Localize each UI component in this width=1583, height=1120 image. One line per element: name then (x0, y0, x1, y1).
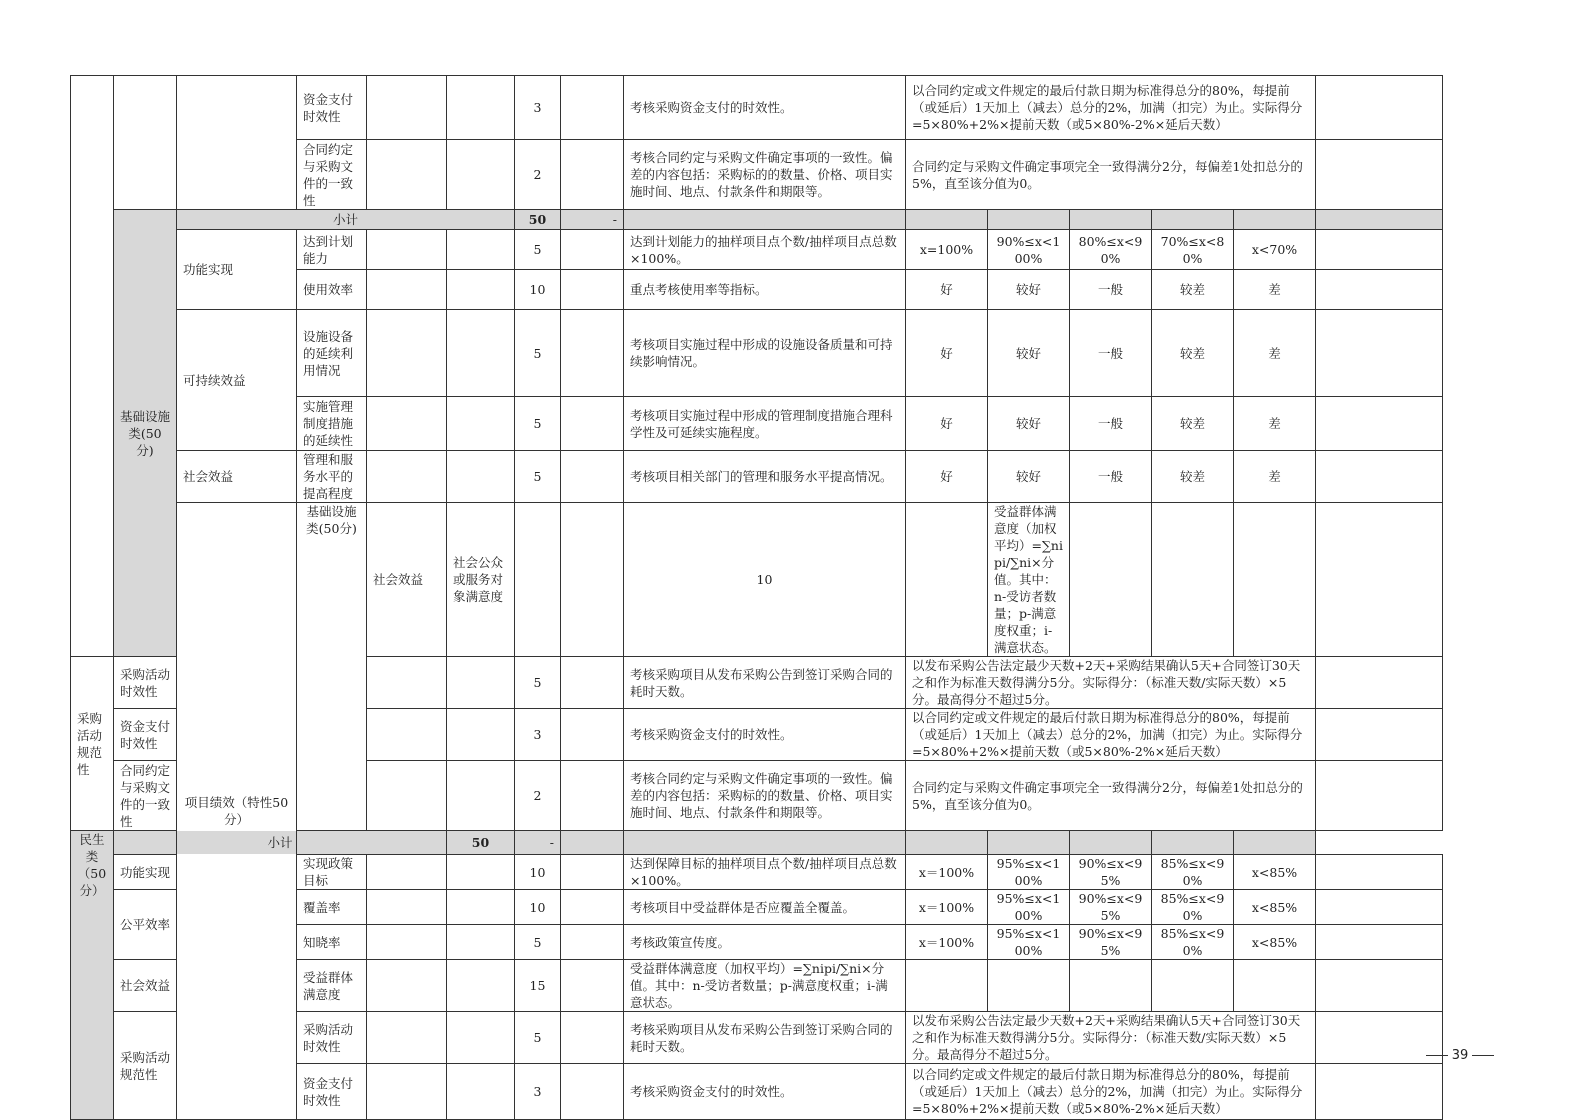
subtotal-dash: - (515, 831, 561, 855)
grade-level: 90%≤x<95% (1070, 890, 1152, 925)
indicator-description: 考核政策宣传度。 (624, 925, 906, 960)
indicator-description: 考核合同约定与采购文件确定事项的一致性。偏差的内容包括：采购标的的数量、价格、项目实施时间、地点、付款条件和期限等。 (624, 140, 906, 210)
score-cell: 3 (515, 76, 561, 140)
score-cell: 5 (515, 925, 561, 960)
score-cell: 3 (515, 709, 561, 761)
level2-cell: 社会效益 (177, 451, 297, 503)
top-category-cell: 项目绩效（特性50分） (177, 503, 297, 1120)
grade-level: 好 (906, 270, 988, 310)
indicator-description: 考核项目相关部门的管理和服务水平提高情况。 (624, 451, 906, 503)
grade-level: 较差 (1152, 397, 1234, 451)
score-cell: 2 (515, 140, 561, 210)
score-cell: 15 (515, 960, 561, 1012)
category-cell: 基础设施类(50分) (297, 503, 367, 831)
grade-level: 80%≤x<90% (1070, 230, 1152, 270)
grade-level: 一般 (1070, 397, 1152, 451)
grade-level: x<85% (1234, 890, 1316, 925)
grade-level: 差 (1234, 310, 1316, 397)
level3-indicator: 资金支付时效性 (297, 1064, 367, 1120)
score-cell: 5 (515, 657, 561, 709)
indicator-description: 考核采购资金支付的时效性。 (624, 76, 906, 140)
grade-level: 85%≤x<90% (1152, 855, 1234, 890)
indicator-description: 考核项目实施过程中形成的管理制度措施合理科学性及可延续实施程度。 (624, 397, 906, 451)
indicator-description: 重点考核使用率等指标。 (624, 270, 906, 310)
category-cell: 基础设施类(50分) (114, 210, 177, 657)
score-cell: 10 (515, 890, 561, 925)
indicator-description: 受益群体满意度（加权平均）=∑nipi/∑ni×分值。其中：n-受访者数量；p-满意度权重；i-满意状态。 (988, 503, 1070, 657)
level3-indicator: 知晓率 (297, 925, 367, 960)
grade-level: 85%≤x<90% (1152, 925, 1234, 960)
level2-cell: 可持续效益 (177, 310, 297, 451)
score-cell: 5 (515, 1012, 561, 1064)
grade-level: 一般 (1070, 451, 1152, 503)
grade-level: 95%≤x<100% (988, 890, 1070, 925)
level2-cell: 功能实现 (114, 855, 177, 890)
level3-indicator: 受益群体满意度 (297, 960, 367, 1012)
level3-indicator: 实施管理制度措施的延续性 (297, 397, 367, 451)
scoring-rule: 合同约定与采购文件确定事项完全一致得满分2分，每偏差1处扣总分的5%，直至该分值为0。 (906, 140, 1316, 210)
indicator-description: 达到计划能力的抽样项目点个数/抽样项目点总数×100%。 (624, 230, 906, 270)
level3-indicator: 采购活动时效性 (297, 1012, 367, 1064)
subtotal-score: 50 (447, 831, 515, 855)
footer-dash-right (1472, 1055, 1494, 1056)
scoring-rule: 以发布采购公告法定最少天数+2天+采购结果确认5天+合同签订30天之和作为标准天数得满分5分。实际得分：（标准天数/实际天数）×5分。最高得分不超过5分。 (906, 657, 1316, 709)
indicator-description: 考核采购项目从发布采购公告到签订采购合同的耗时天数。 (624, 1012, 906, 1064)
page-number: 39 (1451, 1048, 1469, 1063)
indicator-description: 考核采购资金支付的时效性。 (624, 1064, 906, 1120)
grade-level: 95%≤x<100% (988, 925, 1070, 960)
grade-level: 好 (906, 451, 988, 503)
grade-level: 90%≤x<95% (1070, 925, 1152, 960)
score-cell: 5 (515, 397, 561, 451)
scoring-rule: 合同约定与采购文件确定事项完全一致得满分2分，每偏差1处扣总分的5%，直至该分值为0。 (906, 761, 1316, 831)
table-row (71, 451, 1443, 503)
score-cell: 10 (515, 270, 561, 310)
level2-cell (177, 76, 297, 210)
level2-cell: 采购活动规范性 (114, 1012, 177, 1120)
scoring-rule: 以合同约定或文件规定的最后付款日期为标准得总分的80%，每提前（或延后）1天加上（减去）总分的2%，加满（扣完）为止。实际得分=5×80%+2%×提前天数（或5×80%-2%×延后天数） (906, 76, 1316, 140)
indicator-description: 考核采购项目从发布采购公告到签订采购合同的耗时天数。 (624, 657, 906, 709)
indicator-description: 考核采购资金支付的时效性。 (624, 709, 906, 761)
level3-indicator: 管理和服务水平的提高程度 (297, 451, 367, 503)
indicator-description: 考核合同约定与采购文件确定事项的一致性。偏差的内容包括：采购标的的数量、价格、项目实施时间、地点、付款条件和期限等。 (624, 761, 906, 831)
grade-level: 差 (1234, 397, 1316, 451)
grade-level: 较好 (988, 397, 1070, 451)
grade-level: 较好 (988, 310, 1070, 397)
indicator-description: 考核项目实施过程中形成的设施设备质量和可持续影响情况。 (624, 310, 906, 397)
grade-level: 较差 (1152, 270, 1234, 310)
subtotal-label: 小计 (177, 210, 515, 230)
grade-level: 一般 (1070, 270, 1152, 310)
indicator-description: 达到保障目标的抽样项目点个数/抽样项目点总数×100%。 (624, 855, 906, 890)
grade-level: x<85% (1234, 855, 1316, 890)
grade-level: x=100% (906, 230, 988, 270)
level3-indicator: 实现政策目标 (297, 855, 367, 890)
footer-dash-left (1426, 1055, 1448, 1056)
grade-level: 较差 (1152, 310, 1234, 397)
indicator-description: 考核项目中受益群体是否应覆盖全覆盖。 (624, 890, 906, 925)
score-cell: 5 (515, 451, 561, 503)
subtotal-row (71, 831, 1443, 855)
scoring-rule: 以合同约定或文件规定的最后付款日期为标准得总分的80%，每提前（或延后）1天加上（减去）总分的2%，加满（扣完）为止。实际得分=5×80%+2%×提前天数（或5×80%-2%×延后天数） (906, 709, 1316, 761)
grade-level: 较好 (988, 451, 1070, 503)
level3-indicator: 设施设备的延续利用情况 (297, 310, 367, 397)
category-cell: 民生类（50分） (71, 831, 114, 1120)
level3-indicator: 合同约定与采购文件的一致性 (297, 140, 367, 210)
level3-indicator: 资金支付时效性 (114, 709, 177, 761)
level3-indicator: 合同约定与采购文件的一致性 (114, 761, 177, 831)
table-row (71, 503, 1443, 657)
grade-level: 较好 (988, 270, 1070, 310)
subtotal-dash: - (561, 210, 624, 230)
level3-indicator: 覆盖率 (297, 890, 367, 925)
score-cell: 10 (515, 855, 561, 890)
category-cell (114, 76, 177, 210)
indicator-description: 受益群体满意度（加权平均）=∑nipi/∑ni×分值。其中：n-受访者数量；p-满意度权重；i-满意状态。 (624, 960, 906, 1012)
subtotal-row (71, 210, 1443, 230)
grade-level: x＝100% (906, 925, 988, 960)
grade-level: x<85% (1234, 925, 1316, 960)
grade-level: 95%≤x<100% (988, 855, 1070, 890)
grade-level: 好 (906, 310, 988, 397)
level3-indicator: 资金支付时效性 (297, 76, 367, 140)
grade-level: 90%≤x<100% (988, 230, 1070, 270)
subtotal-score: 50 (515, 210, 561, 230)
level2-cell: 采购活动规范性 (71, 657, 114, 831)
grade-level: 差 (1234, 270, 1316, 310)
score-cell: 5 (515, 310, 561, 397)
level3-indicator: 社会公众或服务对象满意度 (447, 503, 515, 657)
grade-level: x＝100% (906, 855, 988, 890)
grade-level: 较差 (1152, 451, 1234, 503)
table-row (71, 230, 1443, 270)
level3-indicator: 采购活动时效性 (114, 657, 177, 709)
table-row (71, 310, 1443, 397)
score-cell: 5 (515, 230, 561, 270)
performance-indicator-table (70, 75, 1443, 1120)
scoring-rule: 以发布采购公告法定最少天数+2天+采购结果确认5天+合同签订30天之和作为标准天数得满分5分。实际得分：（标准天数/实际天数）×5分。最高得分不超过5分。 (906, 1012, 1316, 1064)
level2-cell: 社会效益 (367, 503, 447, 657)
grade-level: x＝100% (906, 890, 988, 925)
grade-level: 好 (906, 397, 988, 451)
table-row (71, 76, 1443, 140)
level2-cell: 社会效益 (114, 960, 177, 1012)
score-cell: 10 (624, 503, 906, 657)
score-cell: 2 (515, 761, 561, 831)
top-category-cell (71, 76, 114, 657)
subtotal-label: 小计 (114, 831, 447, 855)
grade-level: 差 (1234, 451, 1316, 503)
grade-level: 90%≤x<95% (1070, 855, 1152, 890)
level3-indicator: 达到计划能力 (297, 230, 367, 270)
page-footer (1420, 1048, 1500, 1063)
score-cell: 3 (515, 1064, 561, 1120)
scoring-rule: 以合同约定或文件规定的最后付款日期为标准得总分的80%，每提前（或延后）1天加上（减去）总分的2%，加满（扣完）为止。实际得分=5×80%+2%×提前天数（或5×80%-2%×延后天数） (906, 1064, 1316, 1120)
level2-cell: 公平效率 (114, 890, 177, 960)
grade-level: 一般 (1070, 310, 1152, 397)
level2-cell: 功能实现 (177, 230, 297, 310)
level3-indicator: 使用效率 (297, 270, 367, 310)
grade-level: x<70% (1234, 230, 1316, 270)
grade-level: 70%≤x<80% (1152, 230, 1234, 270)
grade-level: 85%≤x<90% (1152, 890, 1234, 925)
